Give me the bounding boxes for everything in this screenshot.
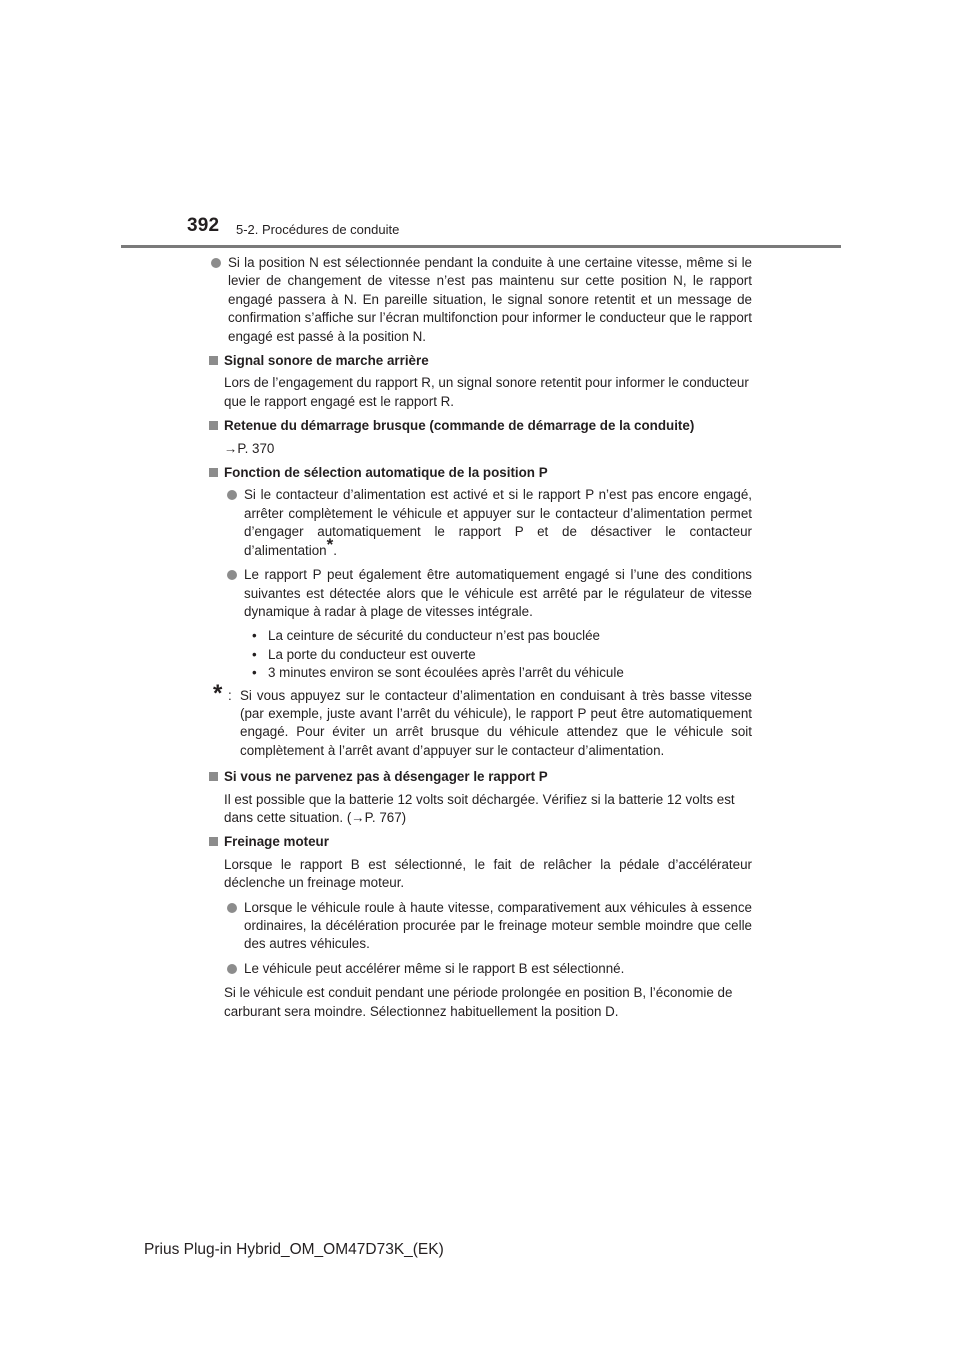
condition-item	[252, 627, 752, 645]
section-title: 5-2. Procédures de conduite	[236, 222, 400, 237]
square-bullet-icon	[209, 837, 218, 846]
engine-brake-closing: Si le véhicule est conduit pendant une période prolongée en position B, l’économie de carburant sera moindre. Sélectionnez habituellement la position D.	[224, 985, 733, 1019]
engine-brake-text: Lorsque le rapport B est sélectionné, le fait de relâcher la pédale d’accélérateur déclenche un freinage moteur.	[224, 856, 752, 891]
sudden-start-heading	[208, 417, 752, 435]
engine-brake-title: Freinage moteur	[224, 834, 329, 850]
bullet-glyph: •	[252, 646, 257, 662]
footnote-mark: *	[213, 679, 223, 707]
circle-bullet-icon	[227, 903, 237, 913]
square-bullet-icon	[209, 772, 218, 781]
neutral-note-text: Si la position N est sélectionnée pendant la conduite à une certaine vitesse, même si le levier de changement de vitesse n’est pas maintenu sur cette position N, le rapport engagé passera à N. En pareille situation, le signal sonore retentit et un message de confirmation s’affiche sur l’écran multifonction pour informer le conducteur que le rapport engagé est passé à la position N.	[228, 255, 752, 344]
circle-bullet-icon	[211, 258, 221, 268]
reverse-signal-text: Lors de l’engagement du rapport R, un signal sonore retentit pour informer le conducteur que le rapport engagé est le rapport R.	[224, 375, 749, 409]
engine-brake-note-2-text: Le véhicule peut accélérer même si le rapport B est sélectionné.	[244, 960, 625, 976]
condition-item	[252, 664, 752, 682]
footnote	[208, 679, 752, 761]
manual-id-footer: Prius Plug-in Hybrid_OM_OM47D73K_(EK)	[144, 1241, 444, 1258]
reverse-signal-heading	[208, 352, 752, 370]
circle-bullet-icon	[227, 964, 237, 974]
page-content	[208, 254, 752, 1027]
condition-item	[252, 646, 752, 664]
bullet-glyph: •	[252, 628, 257, 644]
reverse-signal-title: Signal sonore de marche arrière	[224, 353, 429, 369]
condition-text: 3 minutes environ se sont écoulées après l’arrêt du véhicule	[268, 665, 624, 681]
square-bullet-icon	[209, 421, 218, 430]
footnote-text: Si vous appuyez sur le contacteur d’alimentation en conduisant à très basse vitesse (par exemple, juste avant l’arrêt du véhicule), le rapport P peut être automatiquement engagé. Pour éviter un arrêt brusque du véhicule attendez que le véhicule soit complètement à l’arrêt avant d’appuyer sur le contacteur d’alimentation.	[240, 687, 752, 758]
auto-p-conditions	[208, 627, 752, 682]
sudden-start-page-ref: →P. 370	[224, 440, 275, 456]
header-rule	[121, 245, 841, 248]
auto-p-title: Fonction de sélection automatique de la position P	[224, 465, 548, 481]
cannot-disengage-title: Si vous ne parvenez pas à désengager le rapport P	[224, 769, 548, 785]
condition-text: La ceinture de sécurité du conducteur n’est pas bouclée	[268, 628, 601, 644]
sentence-period: .	[333, 542, 337, 558]
page-number: 392	[187, 215, 220, 236]
auto-p-note-2-text: Le rapport P peut également être automatiquement engagé si l’une des conditions suivantes est détectée alors que le véhicule est arrêté par le régulateur de vitesse dynamique à radar à plage de vitesses intégrale.	[244, 567, 752, 619]
circle-bullet-icon	[227, 570, 237, 580]
engine-brake-note-1	[208, 899, 752, 954]
engine-brake-note-2	[208, 960, 752, 978]
auto-p-heading	[208, 464, 752, 482]
cannot-disengage-text: Il est possible que la batterie 12 volts soit déchargée. Vérifiez si la batterie 12 volts est dans cette situation. (→P. 767)	[224, 791, 735, 825]
square-bullet-icon	[209, 356, 218, 365]
page-header	[0, 0, 960, 250]
condition-text: La porte du conducteur est ouverte	[268, 646, 476, 662]
auto-p-note-1	[208, 486, 752, 560]
sudden-start-title: Retenue du démarrage brusque (commande de démarrage de la conduite)	[224, 418, 695, 434]
circle-bullet-icon	[227, 490, 237, 500]
auto-p-note-1-text: Si le contacteur d’alimentation est activé et si le rapport P n’est pas encore engagé, arrêter complètement le véhicule et appuyer sur le contacteur d’alimentation permet d’engager automatiquement le rapport P et de désactiver le contacteur d’alimentation	[244, 487, 752, 558]
neutral-note	[208, 254, 752, 346]
auto-p-note-2	[208, 566, 752, 621]
engine-brake-heading	[208, 833, 752, 851]
engine-brake-note-1-text: Lorsque le véhicule roule à haute vitesse, comparativement aux véhicules à essence ordinaires, la décélération procurée par le freinage moteur semble moindre que celle des autres véhicules.	[244, 899, 752, 952]
cannot-disengage-heading	[208, 768, 752, 786]
bullet-glyph: •	[252, 665, 257, 681]
footnote-star: *	[326, 534, 334, 554]
square-bullet-icon	[209, 468, 218, 477]
footnote-colon: :	[228, 687, 232, 703]
